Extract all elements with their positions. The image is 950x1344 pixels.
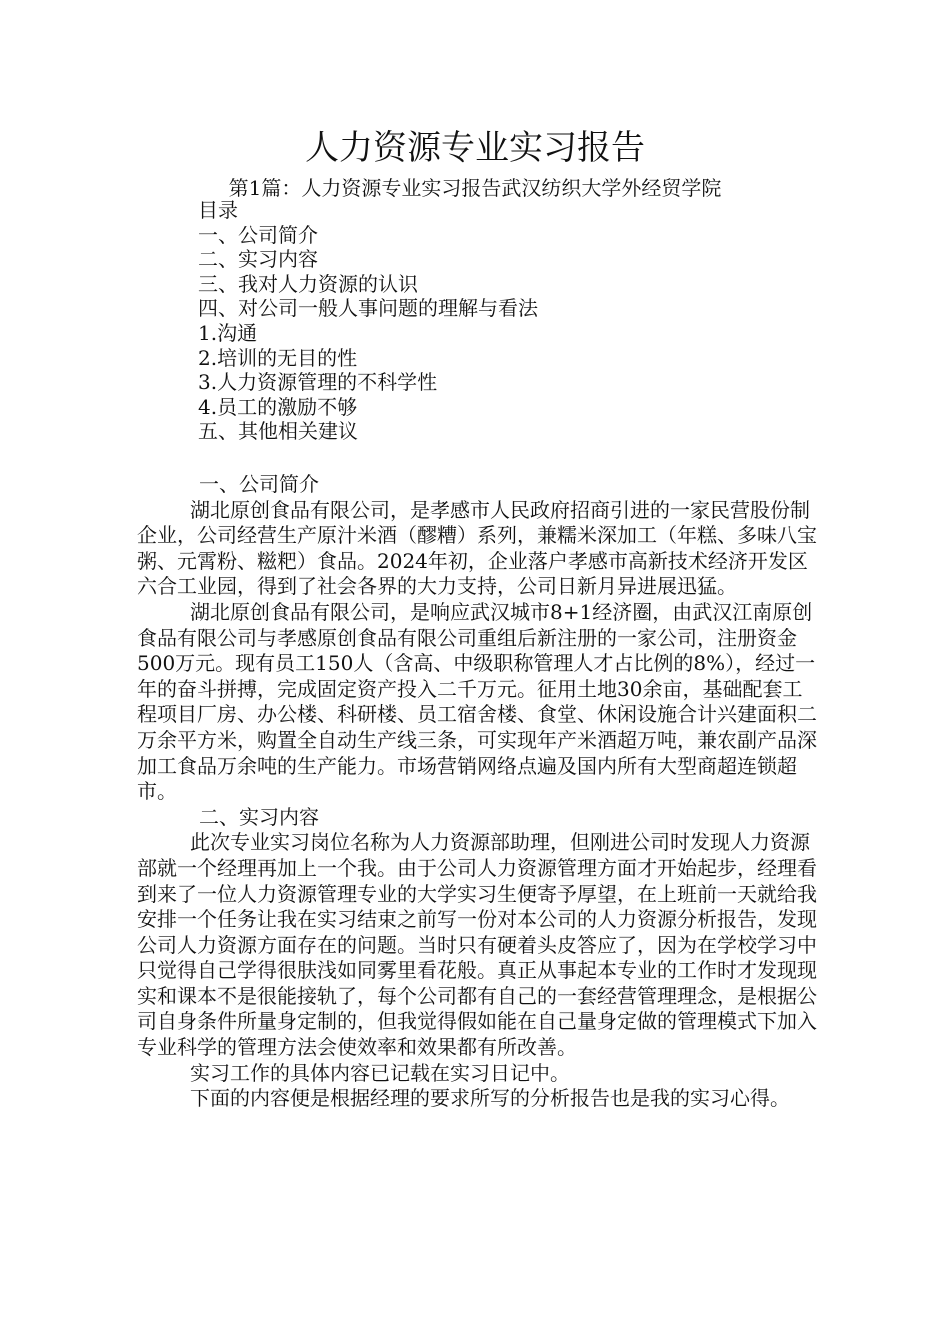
table-of-contents [198, 198, 818, 444]
toc-item: 四、对公司一般人事问题的理解与看法 [198, 296, 538, 321]
document-title: 人力资源专业实习报告 [305, 128, 645, 168]
toc-heading: 目录 [198, 198, 238, 222]
toc-item: 五、其他相关建议 [198, 419, 358, 444]
toc-item: 3.人力资源管理的不科学性 [198, 370, 438, 395]
document-body [137, 472, 822, 1112]
toc-item: 4.员工的激励不够 [198, 394, 358, 419]
section-heading-internship-content: 二、实习内容 [199, 804, 319, 829]
document-subtitle: 第1篇：人力资源专业实习报告武汉纺织大学外经贸学院 [228, 176, 722, 200]
toc-item: 二、实习内容 [198, 247, 318, 272]
paragraph: 实习工作的具体内容已记载在实习日记中。 [190, 1060, 570, 1085]
section-heading-company-intro: 一、公司简介 [199, 472, 319, 496]
paragraph: 湖北原创食品有限公司，是孝感市人民政府招商引进的一家民营股份制企业，公司经营生产原汁米酒（醪糟）系列，兼糯米深加工（年糕、多味八宝粥、元霄粉、糍粑）食品。2024年初，企业落户孝感市高新技术经济开发区六合工业园，得到了社会各界的大力支持，公司日新月异进展迅猛。 [137, 497, 817, 599]
paragraph: 下面的内容便是根据经理的要求所写的分析报告也是我的实习心得。 [190, 1086, 790, 1111]
toc-item: 一、公司简介 [198, 222, 318, 247]
toc-item: 1.沟通 [198, 320, 258, 345]
paragraph: 此次专业实习岗位名称为人力资源部助理，但刚进公司时发现人力资源部就一个经理再加上一个我。由于公司人力资源管理方面才开始起步，经理看到来了一位人力资源管理专业的大学实习生便寄予厚望，在上班前一天就给我安排一个任务让我在实习结束之前写一份对本公司的人力资源分析报告，发现公司人力资源方面存在的问题。当时只有硬着头皮答应了，因为在学校学习中只觉得自己学得很肤浅如同雾里看花般。真正从事起本专业的工作时才发现现实和课本不是很能接轨了，每个公司都有自己的一套经营管理理念，是根据公司自身条件所量身定制的，但我觉得假如能在自己量身定做的管理模式下加入专业科学的管理方法会使效率和效果都有所改善。 [137, 830, 817, 1060]
toc-item: 三、我对人力资源的认识 [198, 271, 418, 296]
paragraph: 湖北原创食品有限公司，是响应武汉城市8+1经济圈，由武汉江南原创食品有限公司与孝感原创食品有限公司重组后新注册的一家公司，注册资金500万元。现有员工150人（含高、中级职称管理人才占比例的8%），经过一年的奋斗拼搏，完成固定资产投入二千万元。征用土地30余亩，基础配套工程项目厂房、办公楼、科研楼、员工宿舍楼、食堂、休闲设施合计兴建面积二万余平方米，购置全自动生产线三条，可实现年产米酒超万吨，兼农副产品深加工食品万余吨的生产能力。市场营销网络点遍及国内所有大型商超连锁超市。 [137, 599, 817, 804]
toc-item: 2.培训的无目的性 [198, 345, 358, 370]
